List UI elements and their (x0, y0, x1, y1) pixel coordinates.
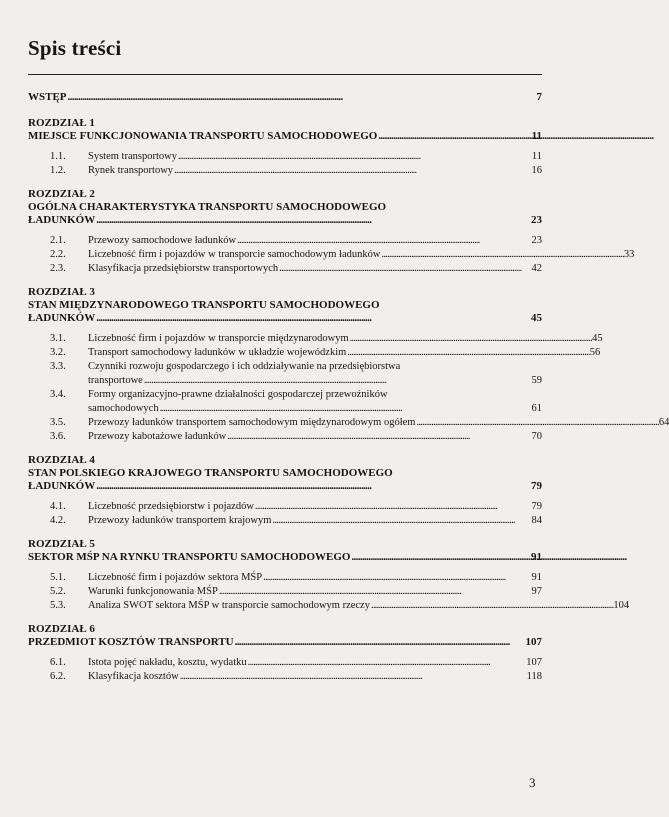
section-number: 4.2. (50, 515, 66, 526)
toc-section-entry[interactable] (28, 416, 669, 430)
section-entry-line (88, 402, 542, 416)
section-body (88, 514, 542, 528)
dot-leader (160, 402, 531, 416)
section-entry-line (88, 234, 542, 248)
section-number: 6.2. (50, 671, 66, 682)
section-number: 3.1. (50, 333, 66, 344)
toc-section-entry[interactable] (28, 388, 542, 416)
section-page: 56 (589, 347, 601, 358)
toc-section-entry[interactable] (28, 430, 542, 444)
chapter-title-text: SEKTOR MŚP NA RYNKU TRANSPORTU SAMOCHODOWEGO (28, 551, 351, 563)
section-entry-line (88, 248, 634, 262)
section-title: Liczebność firm i pojazdów w transporcie międzynarodowym (88, 333, 349, 344)
chapter-title[interactable] (28, 130, 542, 143)
title-divider (28, 74, 542, 75)
section-number: 2.2. (50, 249, 66, 260)
chapter-page: 107 (525, 636, 542, 648)
dot-leader (178, 150, 531, 164)
section-number: 3.6. (50, 431, 66, 442)
chapter-title-line: OGÓLNA CHARAKTERYSTYKA TRANSPORTU SAMOCHODOWEGO (28, 201, 387, 213)
chapter-page: 79 (531, 480, 542, 492)
toc-section-entry[interactable] (28, 150, 542, 164)
section-body (88, 571, 542, 585)
section-number: 4.1. (50, 501, 66, 512)
chapter-number: ROZDZIAŁ 1 (28, 117, 95, 129)
section-list (28, 234, 635, 276)
toc-entry-page: 7 (536, 91, 542, 103)
chapter-number: ROZDZIAŁ 5 (28, 538, 95, 550)
section-entry-line (88, 514, 542, 528)
chapter-title[interactable] (28, 299, 542, 325)
section-title: Liczebność przedsiębiorstw i pojazdów (88, 501, 254, 512)
dot-leader (381, 248, 622, 262)
section-number: 5.2. (50, 586, 66, 597)
section-title: samochodowych (88, 403, 159, 414)
section-title: Przewozy samochodowe ładunków (88, 235, 237, 246)
section-page: 70 (531, 431, 542, 442)
section-body (88, 500, 542, 514)
chapter-heading (28, 454, 542, 493)
chapter-number: ROZDZIAŁ 6 (28, 623, 95, 635)
section-page: 104 (613, 600, 630, 611)
section-title-line: Formy organizacyjno-prawne działalności gospodarczej przewoźników (88, 389, 388, 400)
section-title: Rynek transportowy (88, 165, 174, 176)
chapter-heading (28, 538, 542, 564)
section-body (88, 248, 634, 262)
section-page: 16 (531, 165, 542, 176)
section-body (88, 150, 542, 164)
section-body (88, 585, 542, 599)
dot-leader (235, 636, 525, 649)
chapter-title-entry (28, 214, 542, 227)
section-page: 61 (531, 403, 542, 414)
section-page: 59 (531, 375, 542, 386)
section-body (88, 234, 542, 248)
chapter-title-text: ŁADUNKÓW (28, 214, 96, 226)
dot-leader (237, 234, 530, 248)
section-entry-line (88, 571, 542, 585)
section-entry-line (88, 262, 542, 276)
chapter-title-entry (28, 130, 542, 143)
toc-section-entry[interactable] (28, 670, 542, 684)
toc-section-entry[interactable] (28, 500, 542, 514)
section-page: 11 (531, 151, 542, 162)
section-title: Liczebność firm i pojazdów w transporcie samochodowym ładunków (88, 249, 381, 260)
dot-leader (416, 416, 657, 430)
section-entry-line (88, 656, 542, 670)
section-title: Przewozy kabotażowe ładunków (88, 431, 227, 442)
chapter-page: 11 (531, 130, 542, 142)
section-list (28, 150, 542, 178)
chapter-number: ROZDZIAŁ 2 (28, 188, 95, 200)
section-page: 64 (658, 417, 669, 428)
section-page: 97 (531, 586, 542, 597)
section-title: transportowe (88, 375, 143, 386)
dot-leader (96, 214, 530, 227)
toc-section-entry[interactable] (28, 585, 542, 599)
section-entry-line (88, 150, 542, 164)
toc-section-entry[interactable] (28, 571, 542, 585)
section-number: 3.2. (50, 347, 66, 358)
dot-leader (351, 551, 530, 564)
section-number: 5.1. (50, 572, 66, 583)
table-of-contents (28, 91, 669, 684)
dot-leader (180, 670, 526, 684)
section-entry-line (88, 346, 600, 360)
toc-section-entry[interactable] (28, 164, 542, 178)
dot-leader (68, 91, 536, 103)
chapter-title-entry (28, 551, 542, 564)
toc-section-entry[interactable] (28, 248, 635, 262)
section-page: 118 (526, 671, 542, 682)
section-number: 6.1. (50, 657, 66, 668)
chapter-number: ROZDZIAŁ 4 (28, 454, 95, 466)
section-body (88, 656, 542, 670)
section-number: 2.1. (50, 235, 66, 246)
chapter-title-line: STAN POLSKIEGO KRAJOWEGO TRANSPORTU SAMOCHODOWEGO (28, 467, 393, 479)
section-entry-line (88, 164, 542, 178)
section-page: 79 (531, 501, 542, 512)
section-page: 45 (592, 333, 603, 344)
section-page: 91 (531, 572, 542, 583)
section-title: Istota pojęć nakładu, kosztu, wydatku (88, 657, 247, 668)
dot-leader (96, 312, 530, 325)
section-title: Klasyfikacja przedsiębiorstw transportowych (88, 263, 279, 274)
section-number: 1.1. (50, 151, 66, 162)
toc-section-entry[interactable] (28, 346, 601, 360)
section-entry-line (88, 430, 542, 444)
toc-section-entry[interactable] (28, 360, 542, 388)
chapter-title[interactable] (28, 551, 542, 564)
section-entry-line (88, 670, 542, 684)
section-body (88, 670, 542, 684)
section-number: 5.3. (50, 600, 66, 611)
dot-leader (219, 585, 531, 599)
section-body (88, 346, 600, 360)
dot-leader (347, 346, 588, 360)
chapter-heading (28, 286, 542, 325)
section-number: 3.3. (50, 361, 66, 372)
toc-section-entry[interactable] (28, 599, 630, 613)
section-list (28, 332, 669, 444)
section-entry-line (88, 500, 542, 514)
section-page: 107 (526, 657, 542, 668)
dot-leader (144, 374, 531, 388)
dot-leader (279, 262, 530, 276)
section-entry-line (88, 332, 603, 346)
section-entry-line (88, 585, 542, 599)
section-number: 1.2. (50, 165, 66, 176)
section-entry-line (88, 374, 542, 388)
section-title: Przewozy ładunków transportem samochodowym międzynarodowym ogółem (88, 417, 416, 428)
toc-entry-intro[interactable] (28, 91, 542, 107)
section-page: 42 (531, 263, 542, 274)
toc-section-entry[interactable] (28, 332, 603, 346)
dot-leader (371, 599, 612, 613)
section-number: 3.4. (50, 389, 66, 400)
dot-leader (227, 430, 530, 444)
chapter-number: ROZDZIAŁ 3 (28, 286, 95, 298)
chapter-title[interactable] (28, 201, 542, 227)
section-title: Transport samochodowy ładunków w układzie wojewódzkim (88, 347, 347, 358)
section-body (88, 599, 629, 613)
section-body (88, 164, 542, 178)
dot-leader (255, 500, 531, 514)
section-page: 84 (531, 515, 542, 526)
section-number: 2.3. (50, 263, 66, 274)
chapter-title-entry (28, 636, 542, 649)
dot-leader (248, 656, 526, 670)
section-entry-line (88, 416, 669, 430)
section-list (28, 571, 630, 613)
chapter-heading (28, 623, 542, 649)
chapter-heading (28, 117, 542, 143)
toc-entry-label: WSTĘP (28, 91, 67, 103)
chapter-title-text: ŁADUNKÓW (28, 480, 96, 492)
chapter-heading (28, 188, 542, 227)
section-number: 3.5. (50, 417, 66, 428)
dot-leader (96, 480, 530, 493)
chapter-title-text: PRZEDMIOT KOSZTÓW TRANSPORTU (28, 636, 234, 648)
chapter-page: 91 (531, 551, 542, 563)
section-body (88, 360, 542, 388)
dot-leader (350, 332, 591, 346)
page-number: 3 (529, 775, 536, 790)
section-body (88, 388, 542, 416)
chapter-title-text: MIEJSCE FUNKCJONOWANIA TRANSPORTU SAMOCHODOWEGO (28, 130, 378, 142)
chapter-title-text: ŁADUNKÓW (28, 312, 96, 324)
section-body (88, 430, 542, 444)
chapter-title-entry (28, 480, 542, 493)
section-body (88, 332, 603, 346)
chapter-title[interactable] (28, 467, 542, 493)
toc-section-entry[interactable] (28, 234, 542, 248)
section-title: System transportowy (88, 151, 177, 162)
chapter-title-line: STAN MIĘDZYNARODOWEGO TRANSPORTU SAMOCHODOWEGO (28, 299, 380, 311)
chapter-title-entry (28, 312, 542, 325)
section-page: 33 (623, 249, 635, 260)
chapter-title[interactable] (28, 636, 542, 649)
page-title: Spis treści (28, 36, 122, 60)
section-entry-line (88, 599, 629, 613)
toc-section-entry[interactable] (28, 656, 542, 670)
chapter-page: 23 (531, 214, 542, 226)
section-body (88, 416, 669, 430)
dot-leader (378, 130, 530, 143)
section-title-line: Czynniki rozwoju gospodarczego i ich oddziaływanie na przedsiębiorstwa (88, 361, 401, 372)
dot-leader (174, 164, 530, 178)
dot-leader (272, 514, 530, 528)
section-page: 23 (531, 235, 542, 246)
toc-section-entry[interactable] (28, 262, 542, 276)
section-body (88, 262, 542, 276)
dot-leader (263, 571, 530, 585)
section-title: Warunki funkcjonowania MŚP (88, 586, 218, 597)
section-title: Klasyfikacja kosztów (88, 671, 179, 682)
section-title: Liczebność firm i pojazdów sektora MŚP (88, 572, 263, 583)
section-list (28, 500, 542, 528)
section-title: Analiza SWOT sektora MŚP w transporcie samochodowym rzeczy (88, 600, 370, 611)
toc-section-entry[interactable] (28, 514, 542, 528)
section-title: Przewozy ładunków transportem krajowym (88, 515, 272, 526)
chapter-page: 45 (531, 312, 542, 324)
section-list (28, 656, 542, 684)
